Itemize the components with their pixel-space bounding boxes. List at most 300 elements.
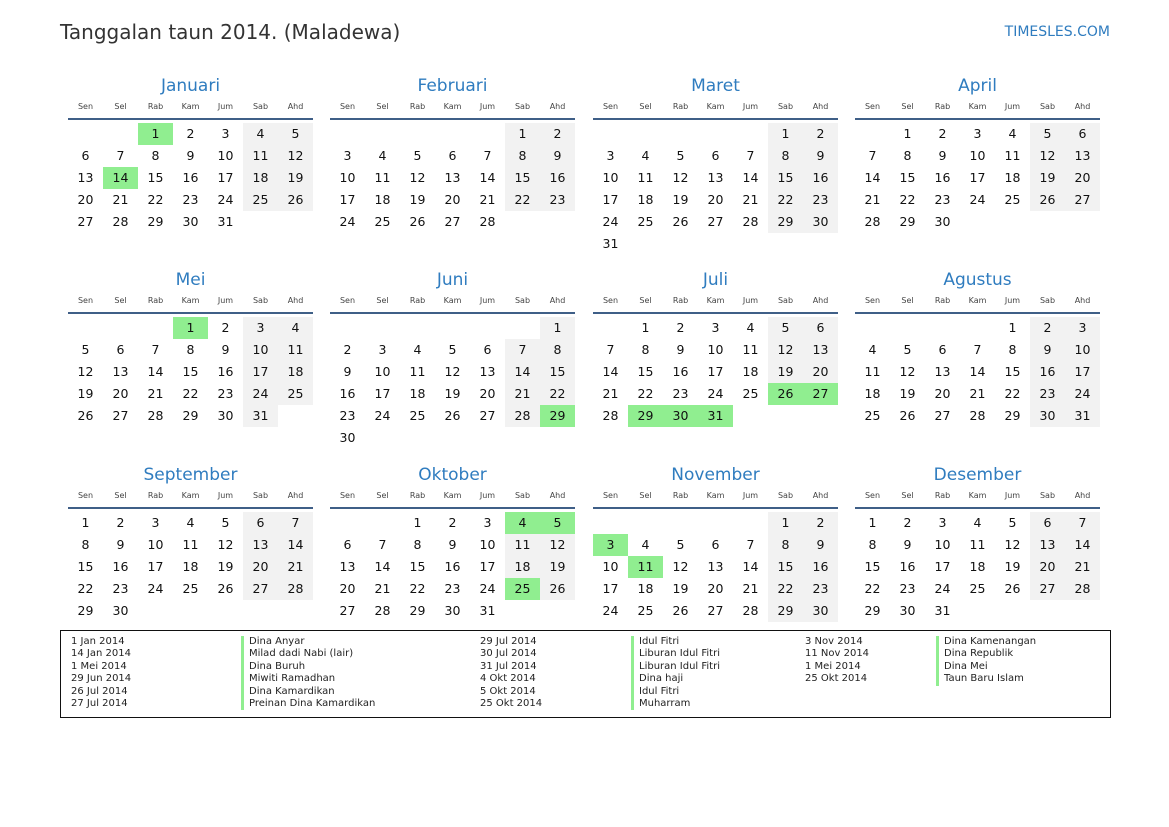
day-cell[interactable]: 13 bbox=[243, 534, 278, 556]
day-cell[interactable]: 9 bbox=[186, 148, 195, 163]
day-cell[interactable]: 24 bbox=[479, 581, 496, 596]
day-cell[interactable]: 11 bbox=[505, 534, 540, 556]
day-cell[interactable]: 2 bbox=[540, 123, 575, 145]
day-cell[interactable]: 9 bbox=[540, 145, 575, 167]
day-cell[interactable]: 12 bbox=[672, 559, 689, 574]
day-cell[interactable]: 9 bbox=[803, 534, 838, 556]
day-cell[interactable]: 10 bbox=[479, 537, 496, 552]
day-cell[interactable]: 17 bbox=[217, 170, 234, 185]
holiday-day[interactable]: 29 bbox=[540, 405, 575, 427]
day-cell[interactable]: 18 bbox=[182, 559, 199, 574]
day-cell[interactable]: 15 bbox=[768, 167, 803, 189]
day-cell[interactable]: 20 bbox=[1030, 556, 1065, 578]
day-cell[interactable]: 25 bbox=[637, 603, 654, 618]
day-cell[interactable]: 25 bbox=[637, 214, 654, 229]
holiday-day[interactable]: 4 bbox=[505, 512, 540, 534]
day-cell[interactable]: 28 bbox=[864, 214, 881, 229]
day-cell[interactable]: 27 bbox=[934, 408, 951, 423]
day-cell[interactable]: 6 bbox=[711, 148, 720, 163]
day-cell[interactable]: 21 bbox=[112, 192, 129, 207]
day-cell[interactable]: 8 bbox=[903, 148, 912, 163]
day-cell[interactable]: 22 bbox=[540, 383, 575, 405]
day-cell[interactable]: 21 bbox=[278, 556, 313, 578]
day-cell[interactable]: 26 bbox=[409, 214, 426, 229]
day-cell[interactable]: 29 bbox=[182, 408, 199, 423]
day-cell[interactable]: 28 bbox=[742, 603, 759, 618]
site-link[interactable]: TIMESLES.COM bbox=[1004, 24, 1110, 40]
day-cell[interactable]: 6 bbox=[243, 512, 278, 534]
day-cell[interactable]: 12 bbox=[1030, 145, 1065, 167]
day-cell[interactable]: 27 bbox=[707, 603, 724, 618]
day-cell[interactable]: 12 bbox=[444, 364, 461, 379]
day-cell[interactable]: 9 bbox=[803, 145, 838, 167]
day-cell[interactable]: 25 bbox=[1004, 192, 1021, 207]
day-cell[interactable]: 30 bbox=[899, 603, 916, 618]
day-cell[interactable]: 6 bbox=[483, 342, 492, 357]
day-cell[interactable]: 26 bbox=[1004, 581, 1021, 596]
day-cell[interactable]: 24 bbox=[602, 603, 619, 618]
day-cell[interactable]: 10 bbox=[602, 170, 619, 185]
day-cell[interactable]: 3 bbox=[606, 148, 615, 163]
day-cell[interactable]: 11 bbox=[969, 537, 986, 552]
day-cell[interactable]: 2 bbox=[1030, 317, 1065, 339]
day-cell[interactable]: 16 bbox=[803, 167, 838, 189]
day-cell[interactable]: 7 bbox=[378, 537, 387, 552]
day-cell[interactable]: 15 bbox=[1004, 364, 1021, 379]
day-cell[interactable]: 25 bbox=[243, 189, 278, 211]
day-cell[interactable]: 7 bbox=[278, 512, 313, 534]
day-cell[interactable]: 1 bbox=[505, 123, 540, 145]
day-cell[interactable]: 22 bbox=[505, 189, 540, 211]
day-cell[interactable]: 18 bbox=[864, 386, 881, 401]
day-cell[interactable]: 7 bbox=[973, 342, 982, 357]
day-cell[interactable]: 30 bbox=[1030, 405, 1065, 427]
day-cell[interactable]: 13 bbox=[479, 364, 496, 379]
day-cell[interactable]: 12 bbox=[278, 145, 313, 167]
day-cell[interactable]: 1 bbox=[768, 123, 803, 145]
day-cell[interactable]: 20 bbox=[707, 192, 724, 207]
day-cell[interactable]: 21 bbox=[147, 386, 164, 401]
day-cell[interactable]: 18 bbox=[969, 559, 986, 574]
day-cell[interactable]: 22 bbox=[147, 192, 164, 207]
day-cell[interactable]: 29 bbox=[899, 214, 916, 229]
day-cell[interactable]: 30 bbox=[803, 211, 838, 233]
day-cell[interactable]: 31 bbox=[217, 214, 234, 229]
day-cell[interactable]: 26 bbox=[899, 408, 916, 423]
day-cell[interactable]: 11 bbox=[742, 342, 759, 357]
day-cell[interactable]: 23 bbox=[182, 192, 199, 207]
day-cell[interactable]: 18 bbox=[637, 581, 654, 596]
day-cell[interactable]: 28 bbox=[1065, 578, 1100, 600]
day-cell[interactable]: 15 bbox=[899, 170, 916, 185]
day-cell[interactable]: 31 bbox=[934, 603, 951, 618]
day-cell[interactable]: 10 bbox=[602, 559, 619, 574]
day-cell[interactable]: 24 bbox=[934, 581, 951, 596]
day-cell[interactable]: 10 bbox=[147, 537, 164, 552]
day-cell[interactable]: 6 bbox=[1030, 512, 1065, 534]
day-cell[interactable]: 19 bbox=[409, 192, 426, 207]
day-cell[interactable]: 8 bbox=[505, 145, 540, 167]
day-cell[interactable]: 16 bbox=[1030, 361, 1065, 383]
day-cell[interactable]: 10 bbox=[217, 148, 234, 163]
day-cell[interactable]: 24 bbox=[374, 408, 391, 423]
day-cell[interactable]: 2 bbox=[186, 126, 195, 141]
day-cell[interactable]: 17 bbox=[339, 192, 356, 207]
day-cell[interactable]: 27 bbox=[707, 214, 724, 229]
day-cell[interactable]: 13 bbox=[1030, 534, 1065, 556]
day-cell[interactable]: 18 bbox=[374, 192, 391, 207]
holiday-day[interactable]: 31 bbox=[698, 405, 733, 427]
day-cell[interactable]: 11 bbox=[864, 364, 881, 379]
holiday-day[interactable]: 27 bbox=[803, 383, 838, 405]
day-cell[interactable]: 2 bbox=[343, 342, 352, 357]
day-cell[interactable]: 13 bbox=[339, 559, 356, 574]
day-cell[interactable]: 8 bbox=[768, 145, 803, 167]
day-cell[interactable]: 16 bbox=[182, 170, 199, 185]
day-cell[interactable]: 21 bbox=[374, 581, 391, 596]
day-cell[interactable]: 14 bbox=[864, 170, 881, 185]
day-cell[interactable]: 30 bbox=[217, 408, 234, 423]
day-cell[interactable]: 26 bbox=[1030, 189, 1065, 211]
day-cell[interactable]: 18 bbox=[505, 556, 540, 578]
day-cell[interactable]: 17 bbox=[934, 559, 951, 574]
day-cell[interactable]: 15 bbox=[540, 361, 575, 383]
day-cell[interactable]: 15 bbox=[864, 559, 881, 574]
day-cell[interactable]: 8 bbox=[186, 342, 195, 357]
day-cell[interactable]: 3 bbox=[243, 317, 278, 339]
day-cell[interactable]: 8 bbox=[81, 537, 90, 552]
day-cell[interactable]: 31 bbox=[1065, 405, 1100, 427]
day-cell[interactable]: 1 bbox=[1008, 320, 1017, 335]
day-cell[interactable]: 25 bbox=[409, 408, 426, 423]
day-cell[interactable]: 21 bbox=[505, 383, 540, 405]
day-cell[interactable]: 8 bbox=[1008, 342, 1017, 357]
day-cell[interactable]: 7 bbox=[1065, 512, 1100, 534]
day-cell[interactable]: 25 bbox=[969, 581, 986, 596]
day-cell[interactable]: 9 bbox=[116, 537, 125, 552]
day-cell[interactable]: 14 bbox=[278, 534, 313, 556]
day-cell[interactable]: 5 bbox=[81, 342, 90, 357]
day-cell[interactable]: 23 bbox=[444, 581, 461, 596]
day-cell[interactable]: 20 bbox=[339, 581, 356, 596]
day-cell[interactable]: 19 bbox=[540, 556, 575, 578]
day-cell[interactable]: 12 bbox=[217, 537, 234, 552]
day-cell[interactable]: 8 bbox=[413, 537, 422, 552]
day-cell[interactable]: 11 bbox=[182, 537, 199, 552]
day-cell[interactable]: 3 bbox=[483, 515, 492, 530]
day-cell[interactable]: 13 bbox=[444, 170, 461, 185]
day-cell[interactable]: 27 bbox=[112, 408, 129, 423]
day-cell[interactable]: 11 bbox=[278, 339, 313, 361]
day-cell[interactable]: 2 bbox=[938, 126, 947, 141]
day-cell[interactable]: 7 bbox=[868, 148, 877, 163]
day-cell[interactable]: 4 bbox=[746, 320, 755, 335]
day-cell[interactable]: 4 bbox=[243, 123, 278, 145]
day-cell[interactable]: 22 bbox=[768, 189, 803, 211]
day-cell[interactable]: 4 bbox=[868, 342, 877, 357]
day-cell[interactable]: 24 bbox=[1065, 383, 1100, 405]
holiday-day[interactable]: 5 bbox=[540, 512, 575, 534]
day-cell[interactable]: 7 bbox=[151, 342, 160, 357]
day-cell[interactable]: 14 bbox=[479, 170, 496, 185]
day-cell[interactable]: 27 bbox=[339, 603, 356, 618]
day-cell[interactable]: 20 bbox=[112, 386, 129, 401]
day-cell[interactable]: 23 bbox=[339, 408, 356, 423]
day-cell[interactable]: 10 bbox=[243, 339, 278, 361]
day-cell[interactable]: 15 bbox=[768, 556, 803, 578]
day-cell[interactable]: 16 bbox=[444, 559, 461, 574]
day-cell[interactable]: 19 bbox=[768, 361, 803, 383]
day-cell[interactable]: 21 bbox=[742, 192, 759, 207]
day-cell[interactable]: 3 bbox=[1065, 317, 1100, 339]
day-cell[interactable]: 4 bbox=[378, 148, 387, 163]
day-cell[interactable]: 14 bbox=[969, 364, 986, 379]
day-cell[interactable]: 23 bbox=[1030, 383, 1065, 405]
day-cell[interactable]: 1 bbox=[540, 317, 575, 339]
day-cell[interactable]: 27 bbox=[1065, 189, 1100, 211]
day-cell[interactable]: 12 bbox=[409, 170, 426, 185]
day-cell[interactable]: 23 bbox=[803, 578, 838, 600]
day-cell[interactable]: 23 bbox=[672, 386, 689, 401]
day-cell[interactable]: 25 bbox=[182, 581, 199, 596]
day-cell[interactable]: 11 bbox=[637, 170, 654, 185]
day-cell[interactable]: 17 bbox=[1065, 361, 1100, 383]
day-cell[interactable]: 23 bbox=[540, 189, 575, 211]
day-cell[interactable]: 24 bbox=[602, 214, 619, 229]
day-cell[interactable]: 1 bbox=[81, 515, 90, 530]
day-cell[interactable]: 29 bbox=[768, 211, 803, 233]
day-cell[interactable]: 27 bbox=[479, 408, 496, 423]
day-cell[interactable]: 8 bbox=[641, 342, 650, 357]
day-cell[interactable]: 21 bbox=[742, 581, 759, 596]
day-cell[interactable]: 3 bbox=[711, 320, 720, 335]
day-cell[interactable]: 20 bbox=[479, 386, 496, 401]
day-cell[interactable]: 5 bbox=[448, 342, 457, 357]
day-cell[interactable]: 5 bbox=[413, 148, 422, 163]
day-cell[interactable]: 10 bbox=[969, 148, 986, 163]
holiday-day[interactable]: 11 bbox=[628, 556, 663, 578]
day-cell[interactable]: 14 bbox=[742, 559, 759, 574]
day-cell[interactable]: 30 bbox=[934, 214, 951, 229]
holiday-day[interactable]: 25 bbox=[505, 578, 540, 600]
day-cell[interactable]: 7 bbox=[606, 342, 615, 357]
day-cell[interactable]: 12 bbox=[540, 534, 575, 556]
day-cell[interactable]: 2 bbox=[116, 515, 125, 530]
day-cell[interactable]: 7 bbox=[116, 148, 125, 163]
holiday-day[interactable]: 14 bbox=[103, 167, 138, 189]
day-cell[interactable]: 1 bbox=[868, 515, 877, 530]
day-cell[interactable]: 26 bbox=[672, 603, 689, 618]
day-cell[interactable]: 11 bbox=[243, 145, 278, 167]
day-cell[interactable]: 13 bbox=[112, 364, 129, 379]
day-cell[interactable]: 22 bbox=[899, 192, 916, 207]
day-cell[interactable]: 16 bbox=[339, 386, 356, 401]
day-cell[interactable]: 29 bbox=[1004, 408, 1021, 423]
day-cell[interactable]: 25 bbox=[864, 408, 881, 423]
day-cell[interactable]: 22 bbox=[768, 578, 803, 600]
day-cell[interactable]: 15 bbox=[147, 170, 164, 185]
day-cell[interactable]: 12 bbox=[77, 364, 94, 379]
day-cell[interactable]: 19 bbox=[444, 386, 461, 401]
day-cell[interactable]: 15 bbox=[182, 364, 199, 379]
day-cell[interactable]: 19 bbox=[1030, 167, 1065, 189]
day-cell[interactable]: 14 bbox=[1065, 534, 1100, 556]
day-cell[interactable]: 17 bbox=[602, 192, 619, 207]
day-cell[interactable]: 6 bbox=[803, 317, 838, 339]
day-cell[interactable]: 28 bbox=[147, 408, 164, 423]
day-cell[interactable]: 8 bbox=[540, 339, 575, 361]
day-cell[interactable]: 31 bbox=[243, 405, 278, 427]
day-cell[interactable]: 3 bbox=[938, 515, 947, 530]
day-cell[interactable]: 19 bbox=[278, 167, 313, 189]
day-cell[interactable]: 14 bbox=[147, 364, 164, 379]
day-cell[interactable]: 18 bbox=[637, 192, 654, 207]
day-cell[interactable]: 16 bbox=[217, 364, 234, 379]
day-cell[interactable]: 18 bbox=[278, 361, 313, 383]
day-cell[interactable]: 30 bbox=[112, 603, 129, 618]
day-cell[interactable]: 30 bbox=[803, 600, 838, 622]
day-cell[interactable]: 28 bbox=[278, 578, 313, 600]
day-cell[interactable]: 30 bbox=[339, 430, 356, 445]
day-cell[interactable]: 29 bbox=[147, 214, 164, 229]
day-cell[interactable]: 19 bbox=[217, 559, 234, 574]
day-cell[interactable]: 23 bbox=[934, 192, 951, 207]
day-cell[interactable]: 28 bbox=[742, 214, 759, 229]
day-cell[interactable]: 16 bbox=[112, 559, 129, 574]
day-cell[interactable]: 13 bbox=[934, 364, 951, 379]
day-cell[interactable]: 28 bbox=[479, 214, 496, 229]
day-cell[interactable]: 9 bbox=[343, 364, 352, 379]
day-cell[interactable]: 13 bbox=[1065, 145, 1100, 167]
day-cell[interactable]: 13 bbox=[707, 170, 724, 185]
day-cell[interactable]: 9 bbox=[676, 342, 685, 357]
day-cell[interactable]: 9 bbox=[448, 537, 457, 552]
day-cell[interactable]: 20 bbox=[934, 386, 951, 401]
day-cell[interactable]: 27 bbox=[77, 214, 94, 229]
day-cell[interactable]: 22 bbox=[182, 386, 199, 401]
holiday-day[interactable]: 30 bbox=[663, 405, 698, 427]
day-cell[interactable]: 29 bbox=[409, 603, 426, 618]
day-cell[interactable]: 7 bbox=[746, 537, 755, 552]
day-cell[interactable]: 21 bbox=[602, 386, 619, 401]
day-cell[interactable]: 29 bbox=[77, 603, 94, 618]
day-cell[interactable]: 10 bbox=[707, 342, 724, 357]
day-cell[interactable]: 6 bbox=[711, 537, 720, 552]
day-cell[interactable]: 22 bbox=[77, 581, 94, 596]
day-cell[interactable]: 16 bbox=[540, 167, 575, 189]
day-cell[interactable]: 4 bbox=[278, 317, 313, 339]
day-cell[interactable]: 20 bbox=[77, 192, 94, 207]
day-cell[interactable]: 20 bbox=[1065, 167, 1100, 189]
holiday-day[interactable]: 26 bbox=[768, 383, 803, 405]
day-cell[interactable]: 23 bbox=[217, 386, 234, 401]
day-cell[interactable]: 1 bbox=[413, 515, 422, 530]
day-cell[interactable]: 11 bbox=[1004, 148, 1021, 163]
day-cell[interactable]: 31 bbox=[602, 236, 619, 251]
day-cell[interactable]: 10 bbox=[1065, 339, 1100, 361]
day-cell[interactable]: 5 bbox=[221, 515, 230, 530]
day-cell[interactable]: 4 bbox=[186, 515, 195, 530]
day-cell[interactable]: 18 bbox=[1004, 170, 1021, 185]
day-cell[interactable]: 25 bbox=[742, 386, 759, 401]
day-cell[interactable]: 17 bbox=[243, 361, 278, 383]
day-cell[interactable]: 26 bbox=[278, 189, 313, 211]
day-cell[interactable]: 17 bbox=[707, 364, 724, 379]
day-cell[interactable]: 4 bbox=[641, 148, 650, 163]
day-cell[interactable]: 19 bbox=[672, 581, 689, 596]
day-cell[interactable]: 7 bbox=[483, 148, 492, 163]
holiday-day[interactable]: 1 bbox=[138, 123, 173, 145]
holiday-day[interactable]: 1 bbox=[173, 317, 208, 339]
day-cell[interactable]: 4 bbox=[641, 537, 650, 552]
day-cell[interactable]: 29 bbox=[768, 600, 803, 622]
day-cell[interactable]: 16 bbox=[899, 559, 916, 574]
day-cell[interactable]: 9 bbox=[938, 148, 947, 163]
day-cell[interactable]: 25 bbox=[374, 214, 391, 229]
day-cell[interactable]: 24 bbox=[969, 192, 986, 207]
day-cell[interactable]: 6 bbox=[448, 148, 457, 163]
day-cell[interactable]: 2 bbox=[221, 320, 230, 335]
day-cell[interactable]: 21 bbox=[1065, 556, 1100, 578]
day-cell[interactable]: 1 bbox=[903, 126, 912, 141]
day-cell[interactable]: 5 bbox=[676, 537, 685, 552]
day-cell[interactable]: 11 bbox=[409, 364, 426, 379]
day-cell[interactable]: 12 bbox=[768, 339, 803, 361]
day-cell[interactable]: 6 bbox=[1065, 123, 1100, 145]
day-cell[interactable]: 1 bbox=[641, 320, 650, 335]
day-cell[interactable]: 2 bbox=[803, 512, 838, 534]
day-cell[interactable]: 17 bbox=[147, 559, 164, 574]
day-cell[interactable]: 19 bbox=[899, 386, 916, 401]
day-cell[interactable]: 28 bbox=[374, 603, 391, 618]
day-cell[interactable]: 20 bbox=[707, 581, 724, 596]
day-cell[interactable]: 22 bbox=[864, 581, 881, 596]
day-cell[interactable]: 24 bbox=[243, 383, 278, 405]
day-cell[interactable]: 13 bbox=[707, 559, 724, 574]
day-cell[interactable]: 24 bbox=[707, 386, 724, 401]
day-cell[interactable]: 28 bbox=[112, 214, 129, 229]
day-cell[interactable]: 15 bbox=[409, 559, 426, 574]
day-cell[interactable]: 16 bbox=[934, 170, 951, 185]
day-cell[interactable]: 3 bbox=[343, 148, 352, 163]
day-cell[interactable]: 23 bbox=[899, 581, 916, 596]
day-cell[interactable]: 30 bbox=[444, 603, 461, 618]
day-cell[interactable]: 27 bbox=[444, 214, 461, 229]
day-cell[interactable]: 9 bbox=[221, 342, 230, 357]
day-cell[interactable]: 9 bbox=[1030, 339, 1065, 361]
day-cell[interactable]: 3 bbox=[378, 342, 387, 357]
day-cell[interactable]: 23 bbox=[112, 581, 129, 596]
day-cell[interactable]: 22 bbox=[409, 581, 426, 596]
day-cell[interactable]: 26 bbox=[77, 408, 94, 423]
day-cell[interactable]: 12 bbox=[899, 364, 916, 379]
holiday-day[interactable]: 29 bbox=[628, 405, 663, 427]
day-cell[interactable]: 18 bbox=[409, 386, 426, 401]
day-cell[interactable]: 26 bbox=[672, 214, 689, 229]
day-cell[interactable]: 9 bbox=[903, 537, 912, 552]
day-cell[interactable]: 7 bbox=[746, 148, 755, 163]
day-cell[interactable]: 2 bbox=[676, 320, 685, 335]
day-cell[interactable]: 24 bbox=[147, 581, 164, 596]
day-cell[interactable]: 18 bbox=[742, 364, 759, 379]
day-cell[interactable]: 6 bbox=[938, 342, 947, 357]
holiday-day[interactable]: 3 bbox=[593, 534, 628, 556]
day-cell[interactable]: 24 bbox=[217, 192, 234, 207]
day-cell[interactable]: 4 bbox=[413, 342, 422, 357]
day-cell[interactable]: 21 bbox=[864, 192, 881, 207]
day-cell[interactable]: 14 bbox=[505, 361, 540, 383]
day-cell[interactable]: 19 bbox=[672, 192, 689, 207]
